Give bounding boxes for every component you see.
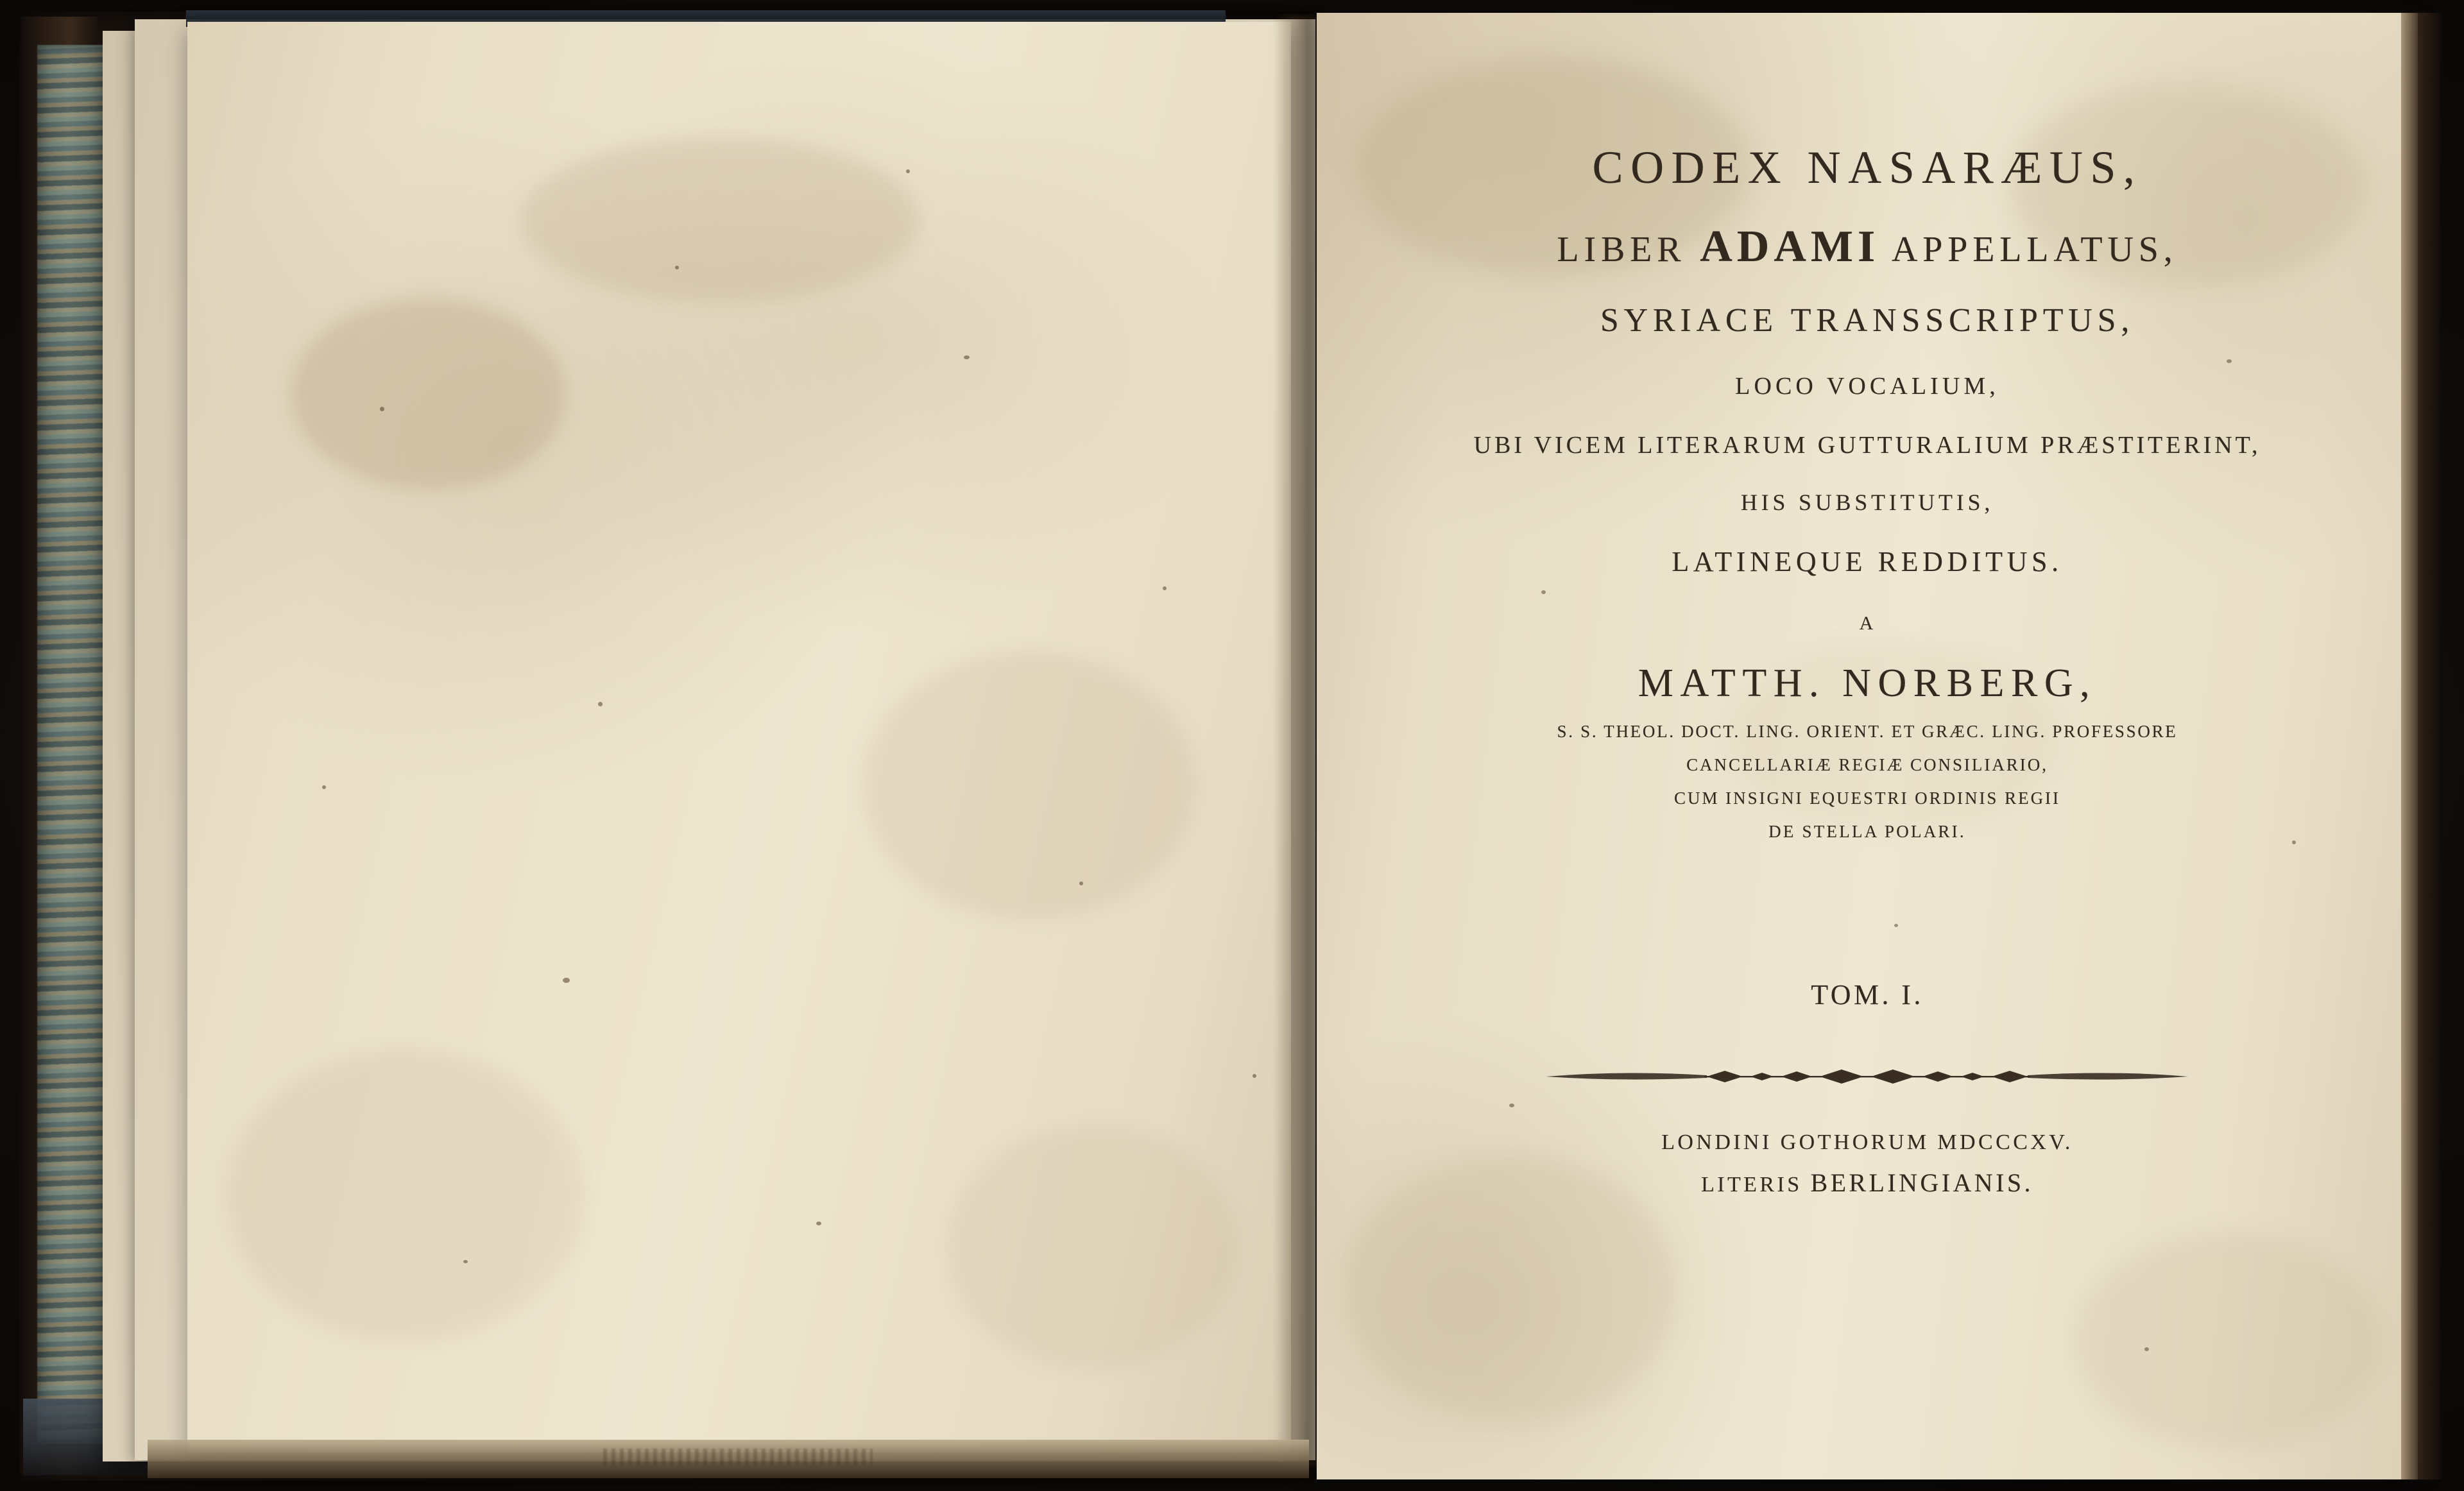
- author-credential-3: CUM INSIGNI EQUESTRI ORDINIS REGII: [1674, 788, 2060, 808]
- fore-edge-right: [2401, 13, 2441, 1479]
- imprint-literis: LITERIS: [1701, 1173, 1811, 1197]
- author-name: MATTH. NORBERG,: [1638, 661, 2097, 705]
- title-subtitle-adami: [1317, 221, 2418, 273]
- title-line-his-substitutis: HIS SUBSTITUTIS,: [1740, 490, 1994, 515]
- author-credential-1: S. S. THEOL. DOCT. LING. ORIENT. ET GRÆC. LING. PROFESSORE: [1557, 722, 2178, 741]
- author-credential-2: CANCELLARIÆ REGIÆ CONSILIARIO,: [1686, 755, 2048, 774]
- author-credential-4: DE STELLA POLARI.: [1768, 822, 1966, 841]
- typographic-ornament: [1546, 1065, 2188, 1087]
- title-line-syriace: SYRIACE TRANSSCRIPTUS,: [1600, 302, 2135, 339]
- title-line-latineque-redditus: LATINEQUE REDDITUS.: [1672, 546, 2063, 577]
- title-liber: LIBER: [1557, 230, 1700, 269]
- title-line-loco-vocalium: LOCO VOCALIUM,: [1735, 373, 1999, 400]
- imprint-printer: [1317, 1168, 2418, 1198]
- edge-printed-mark: [603, 1449, 873, 1465]
- title-byline-a: A: [1859, 613, 1876, 634]
- blank-verso-page: [187, 22, 1291, 1453]
- imprint-place-year: LONDINI GOTHORUM MDCCCXV.: [1661, 1130, 2073, 1154]
- title-main: CODEX NASARÆUS,: [1592, 142, 2143, 193]
- title-page: [1317, 13, 2418, 1479]
- imprint-printer-name: BERLINGIANIS.: [1810, 1168, 2033, 1197]
- title-adami: ADAMI: [1700, 222, 1880, 271]
- volume-label: TOM. I.: [1811, 979, 1924, 1010]
- title-line-ubi-vicem: UBI VICEM LITERARUM GUTTURALIUM PRÆSTITERINT,: [1473, 432, 2261, 459]
- title-appellatus: APPELLATUS,: [1879, 230, 2178, 269]
